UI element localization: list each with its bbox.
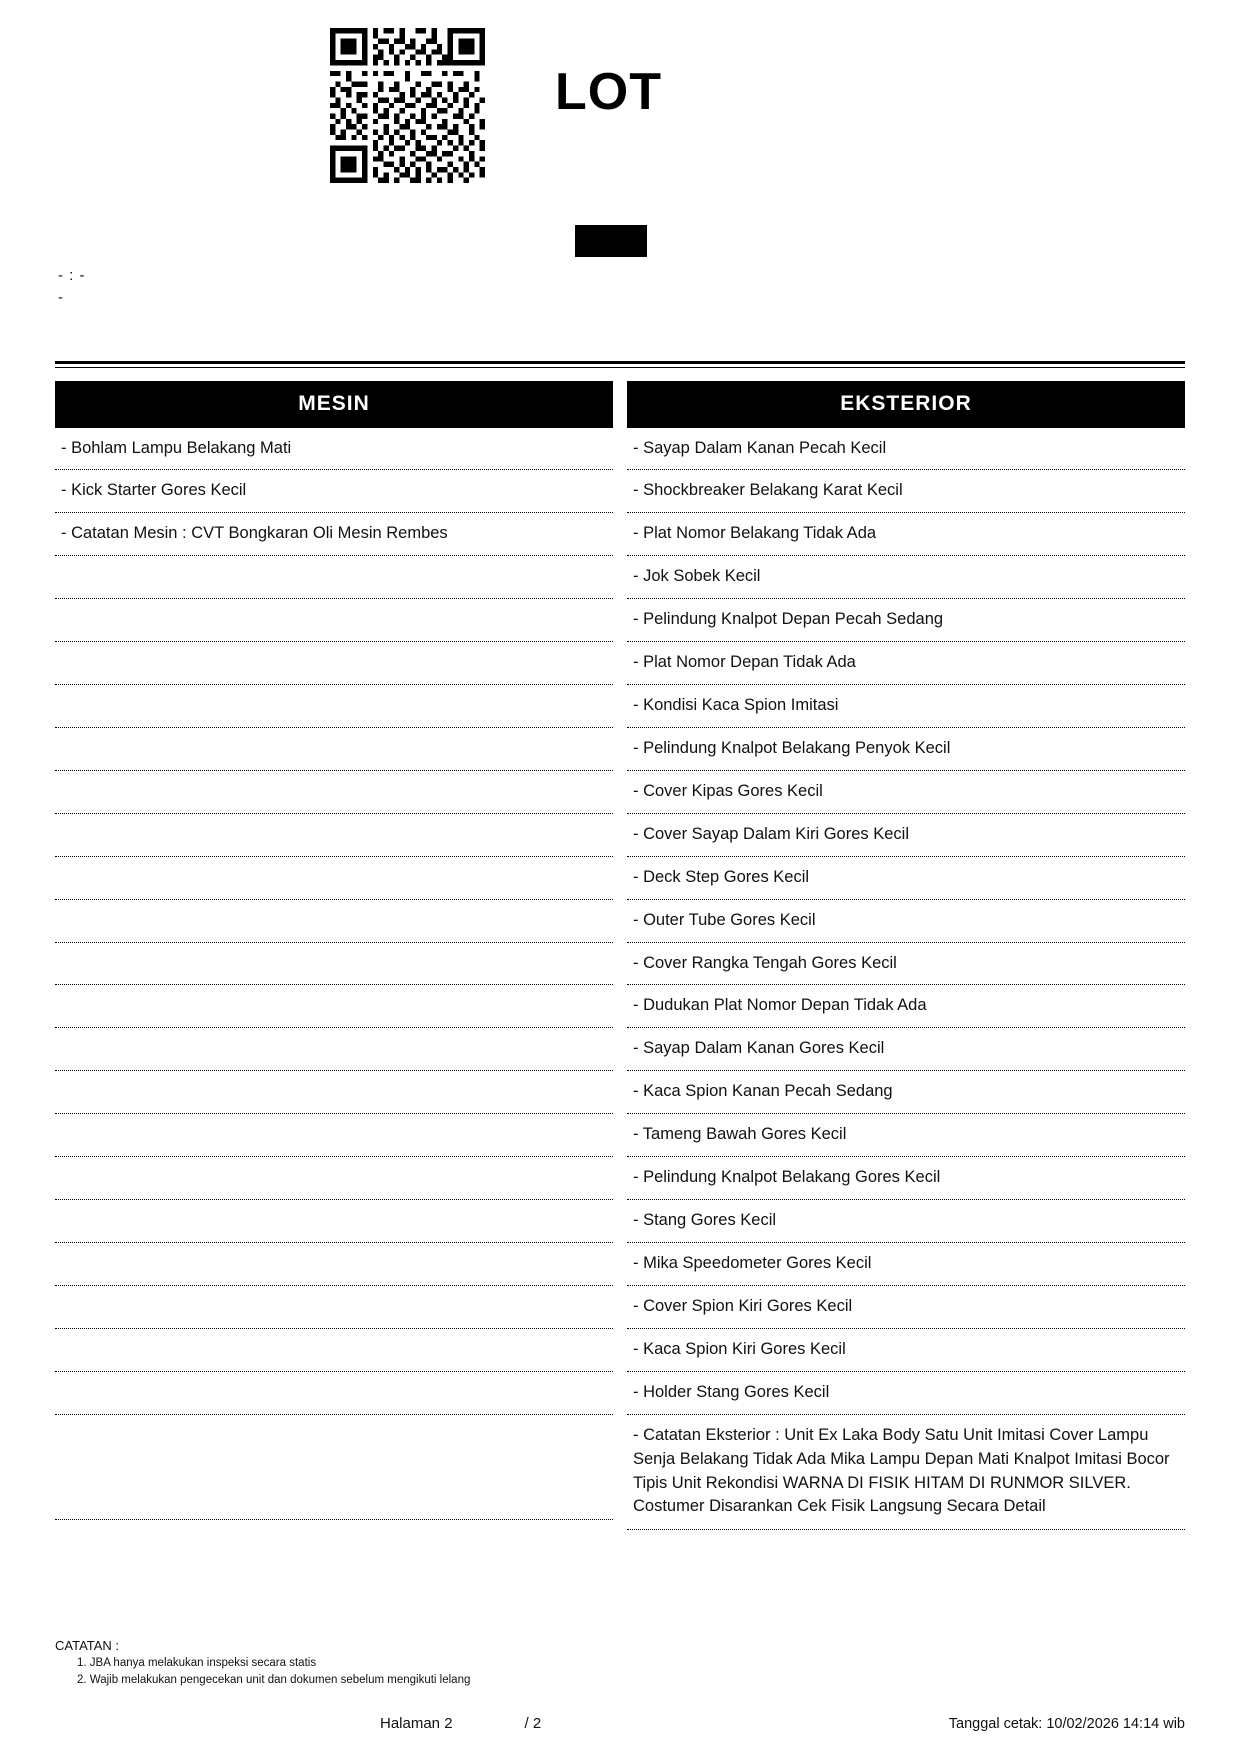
divider-thick [55, 361, 1185, 364]
table-row-empty [55, 685, 613, 728]
table-row-empty [55, 1243, 613, 1286]
column-header-mesin: MESIN [55, 381, 613, 428]
column-eksterior [627, 381, 1185, 1531]
document-footer [55, 1638, 1185, 1733]
table-row: - Sayap Dalam Kanan Pecah Kecil [627, 428, 1185, 471]
table-row: - Catatan Mesin : CVT Bongkaran Oli Mesin Rembes [55, 513, 613, 556]
table-row: - Outer Tube Gores Kecil [627, 900, 1185, 943]
table-row: - Cover Kipas Gores Kecil [627, 771, 1185, 814]
table-row-empty [55, 556, 613, 599]
table-row: - Pelindung Knalpot Depan Pecah Sedang [627, 599, 1185, 642]
table-row-empty [55, 1114, 613, 1157]
table-row-empty [55, 857, 613, 900]
table-row-empty [55, 1200, 613, 1243]
table-row-empty [55, 943, 613, 986]
eksterior-row-list [627, 428, 1185, 1531]
table-row: - Sayap Dalam Kanan Gores Kecil [627, 1028, 1185, 1071]
table-row: - Kondisi Kaca Spion Imitasi [627, 685, 1185, 728]
table-row: - Dudukan Plat Nomor Depan Tidak Ada [627, 985, 1185, 1028]
table-row-empty [55, 1415, 613, 1520]
meta-line-1: - : - [58, 267, 86, 284]
print-date: Tanggal cetak: 10/02/2026 14:14 wib [948, 1716, 1185, 1732]
table-row: - Holder Stang Gores Kecil [627, 1372, 1185, 1415]
table-row: - Jok Sobek Kecil [627, 556, 1185, 599]
table-row: - Plat Nomor Depan Tidak Ada [627, 642, 1185, 685]
table-row-empty [55, 1071, 613, 1114]
table-row: - Bohlam Lampu Belakang Mati [55, 428, 613, 471]
inspection-table [55, 381, 1185, 1531]
table-row: - Kick Starter Gores Kecil [55, 470, 613, 513]
table-row: - Mika Speedometer Gores Kecil [627, 1243, 1185, 1286]
footer-note-item: 1. JBA hanya melakukan inspeksi secara statis [77, 1656, 317, 1669]
table-row: - Pelindung Knalpot Belakang Penyok Kecil [627, 728, 1185, 771]
table-row-empty [55, 599, 613, 642]
footer-bottom-bar [55, 1715, 1185, 1732]
meta-line-2: - [58, 288, 64, 306]
document-header [55, 0, 1185, 183]
footer-note-item: 2. Wajib melakukan pengecekan unit dan dokumen sebelum mengikuti lelang [77, 1673, 471, 1686]
table-row-empty [55, 1028, 613, 1071]
table-row: - Cover Rangka Tengah Gores Kecil [627, 943, 1185, 986]
table-row: - Pelindung Knalpot Belakang Gores Kecil [627, 1157, 1185, 1200]
table-row: - Plat Nomor Belakang Tidak Ada [627, 513, 1185, 556]
table-row: - Cover Sayap Dalam Kiri Gores Kecil [627, 814, 1185, 857]
table-row: - Shockbreaker Belakang Karat Kecil [627, 470, 1185, 513]
table-row-empty [55, 814, 613, 857]
table-row-empty [55, 642, 613, 685]
table-row-empty [55, 900, 613, 943]
page-title: LOT [555, 63, 662, 121]
column-header-eksterior: EKSTERIOR [627, 381, 1185, 428]
table-row-empty [55, 1329, 613, 1372]
table-row: - Kaca Spion Kiri Gores Kecil [627, 1329, 1185, 1372]
mesin-row-list [55, 428, 613, 1520]
vehicle-meta [55, 265, 1185, 309]
table-row-empty [55, 985, 613, 1028]
page-number: Halaman 2 [380, 1715, 453, 1732]
table-row-empty [55, 1157, 613, 1200]
table-row: - Deck Step Gores Kecil [627, 857, 1185, 900]
table-row: - Tameng Bawah Gores Kecil [627, 1114, 1185, 1157]
page-total: / 2 [524, 1715, 542, 1732]
table-row-note: - Catatan Eksterior : Unit Ex Laka Body Satu Unit Imitasi Cover Lampu Senja Belakang Tidak Ada Mika Lampu Depan Mati Knalpot Imitasi Bocor Tipis Unit Rekondisi WARNA DI FISIK HITAM DI RUNMOR SILVER. Costumer Disarankan Cek Fisik Langsung Secara Detail [627, 1415, 1185, 1531]
table-row-empty [55, 1372, 613, 1415]
table-row-empty [55, 1286, 613, 1329]
column-mesin [55, 381, 613, 1531]
divider-thin [55, 367, 1185, 368]
footer-notes-title: CATATAN : [55, 1637, 120, 1653]
table-row: - Stang Gores Kecil [627, 1200, 1185, 1243]
qr-code-icon [330, 28, 485, 183]
redaction-bar [575, 225, 647, 257]
table-row-empty [55, 728, 613, 771]
table-row: - Kaca Spion Kanan Pecah Sedang [627, 1071, 1185, 1114]
table-row: - Cover Spion Kiri Gores Kecil [627, 1286, 1185, 1329]
table-row-empty [55, 771, 613, 814]
